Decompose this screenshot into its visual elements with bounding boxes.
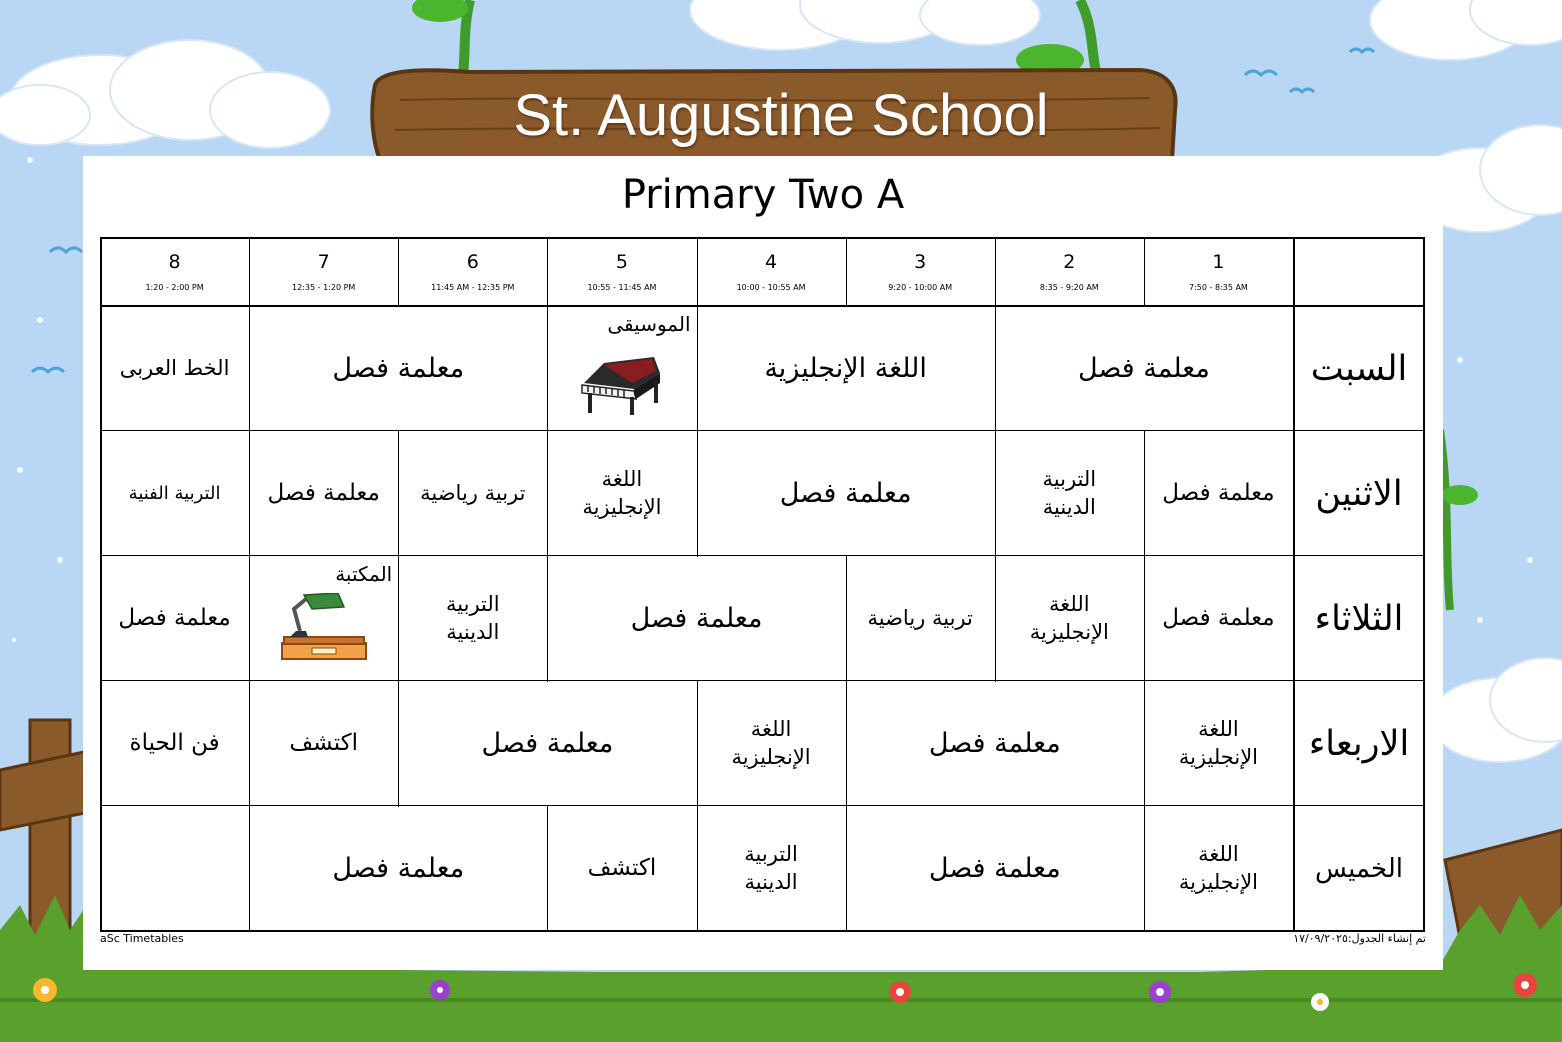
lesson-cell[interactable] xyxy=(697,681,846,806)
lesson-cell[interactable] xyxy=(1144,806,1293,931)
lesson-subject: تربية رياضية xyxy=(420,480,526,505)
lesson-cell[interactable] xyxy=(547,806,696,931)
period-number: 8 xyxy=(168,251,181,273)
grid-line xyxy=(100,305,1425,307)
lesson-subject: اللغة الإنجليزية xyxy=(1029,592,1109,644)
period-number: 4 xyxy=(765,251,778,273)
lesson-subject: اللغة الإنجليزية xyxy=(764,352,927,384)
grid-line xyxy=(398,556,399,682)
period-time: 8:35 - 9:20 AM xyxy=(1039,283,1099,292)
lesson-cell[interactable] xyxy=(547,556,845,681)
period-header xyxy=(249,237,398,306)
lesson-cell[interactable] xyxy=(995,306,1293,431)
school-name: St. Augustine School xyxy=(513,83,1049,148)
grid-line xyxy=(995,556,996,682)
grid-line xyxy=(697,806,698,932)
grid-line xyxy=(697,681,698,807)
period-number: 7 xyxy=(317,251,330,273)
lesson-subject: اكتشف xyxy=(289,729,358,756)
lesson-subject: فن الحياة xyxy=(129,729,220,756)
lesson-cell[interactable] xyxy=(100,556,249,681)
lesson-subject: التربية الدينية xyxy=(446,592,500,644)
lesson-subject: المكتبة xyxy=(335,562,393,586)
lesson-cell[interactable] xyxy=(846,681,1144,806)
period-time: 12:35 - 1:20 PM xyxy=(292,283,356,292)
lesson-subject: اكتشف xyxy=(587,854,657,881)
period-time: 11:45 AM - 12:35 PM xyxy=(431,283,515,292)
grid-line xyxy=(846,237,847,306)
lesson-subject: معلمة فصل xyxy=(1162,479,1275,506)
lesson-subject: معلمة فصل xyxy=(332,352,465,384)
period-header xyxy=(995,237,1144,306)
grid-line xyxy=(547,237,548,306)
day-label: الثلاثاء xyxy=(1314,598,1404,639)
lesson-subject: التربية الفنية xyxy=(128,482,221,504)
lesson-cell[interactable] xyxy=(547,306,696,431)
grid-line xyxy=(1144,806,1145,932)
grid-line xyxy=(1293,237,1295,931)
lesson-subject: التربية الدينية xyxy=(1042,467,1097,519)
period-time: 10:00 - 10:55 AM xyxy=(736,283,806,292)
grid-line xyxy=(846,681,847,807)
grid-line xyxy=(547,431,548,557)
grid-line xyxy=(398,431,399,557)
timetable-panel xyxy=(83,156,1443,970)
lesson-cell[interactable] xyxy=(547,431,696,556)
lesson-cell[interactable] xyxy=(398,556,547,681)
lesson-subject: تربية رياضية xyxy=(867,605,973,630)
period-header xyxy=(100,237,249,306)
day-label: الخميس xyxy=(1315,853,1403,884)
lesson-cell[interactable] xyxy=(697,806,846,931)
grid-line xyxy=(100,237,1425,239)
lesson-cell[interactable] xyxy=(846,556,995,681)
lesson-subject: الخط العربى xyxy=(119,355,230,380)
grid-line xyxy=(249,237,250,306)
grid-line xyxy=(249,431,250,557)
lesson-cell[interactable] xyxy=(249,431,398,556)
grid-line xyxy=(100,430,1425,431)
piano-icon xyxy=(574,343,670,419)
grid-line xyxy=(100,680,1425,681)
grid-line xyxy=(100,237,102,931)
lesson-cell[interactable] xyxy=(100,306,249,431)
grid-line xyxy=(398,237,399,306)
lesson-cell[interactable] xyxy=(995,431,1144,556)
cloud xyxy=(690,0,1040,50)
lesson-subject: معلمة فصل xyxy=(332,852,465,884)
grid-line xyxy=(697,237,698,306)
grid-line xyxy=(995,431,996,557)
lesson-subject: معلمة فصل xyxy=(630,602,763,634)
grid-line xyxy=(547,806,548,932)
lesson-subject: اللغة الإنجليزية xyxy=(731,717,811,769)
grid-line xyxy=(398,681,399,807)
period-time: 1:20 - 2:00 PM xyxy=(145,283,204,292)
lesson-cell[interactable] xyxy=(1144,431,1293,556)
period-header xyxy=(398,237,547,306)
lesson-subject: معلمة فصل xyxy=(118,604,231,631)
lesson-subject: معلمة فصل xyxy=(779,477,912,509)
grid-line xyxy=(1144,431,1145,557)
lesson-cell[interactable] xyxy=(1144,681,1293,806)
lesson-cell[interactable] xyxy=(249,306,547,431)
lesson-cell[interactable] xyxy=(1144,556,1293,681)
lesson-subject: معلمة فصل xyxy=(267,479,380,506)
lesson-cell[interactable] xyxy=(249,681,398,806)
period-header xyxy=(547,237,696,306)
period-number: 6 xyxy=(466,251,479,273)
lesson-cell[interactable] xyxy=(846,806,1144,931)
lesson-cell[interactable] xyxy=(398,681,696,806)
period-header xyxy=(846,237,995,306)
timetable-grid xyxy=(100,237,1425,931)
lesson-cell[interactable] xyxy=(697,306,995,431)
lesson-subject: معلمة فصل xyxy=(928,727,1061,759)
lesson-subject: اللغة الإنجليزية xyxy=(582,467,662,519)
grid-line xyxy=(547,556,548,682)
lesson-subject: اللغة الإنجليزية xyxy=(1178,717,1259,769)
grid-line xyxy=(697,431,698,557)
period-number: 1 xyxy=(1212,251,1225,273)
lesson-subject: معلمة فصل xyxy=(928,852,1061,884)
lesson-subject: اللغة الإنجليزية xyxy=(1178,842,1259,894)
period-time: 9:20 - 10:00 AM xyxy=(888,283,953,292)
grid-line xyxy=(846,556,847,682)
grid-line xyxy=(995,237,996,306)
grid-line xyxy=(697,306,698,432)
lesson-cell[interactable] xyxy=(995,556,1144,681)
lesson-cell[interactable] xyxy=(100,431,249,556)
period-header xyxy=(1144,237,1293,306)
grid-line xyxy=(100,555,1425,556)
period-time: 7:50 - 8:35 AM xyxy=(1189,283,1248,292)
grid-line xyxy=(547,306,548,432)
lesson-subject: معلمة فصل xyxy=(481,727,614,759)
class-title: Primary Two A xyxy=(621,172,905,218)
grid-line xyxy=(249,556,250,682)
grid-line xyxy=(995,306,996,432)
grid-line xyxy=(100,930,1425,932)
grid-line xyxy=(1144,681,1145,807)
period-time: 10:55 - 11:45 AM xyxy=(587,283,657,292)
created-date: تم إنشاء الجدول:١٧/٠٩/٢٠٢٥ xyxy=(1293,932,1426,945)
lesson-subject: التربية الدينية xyxy=(744,842,798,894)
period-number: 5 xyxy=(615,251,628,273)
lesson-cell[interactable] xyxy=(100,806,249,931)
lesson-subject: معلمة فصل xyxy=(1077,352,1210,384)
grid-line xyxy=(1144,556,1145,682)
period-number: 2 xyxy=(1063,251,1076,273)
grid-line xyxy=(249,306,250,432)
lesson-subject: الموسيقى xyxy=(607,312,691,336)
grid-line xyxy=(249,681,250,807)
lesson-subject: معلمة فصل xyxy=(1162,604,1275,631)
lesson-cell[interactable] xyxy=(398,431,547,556)
desk-lamp-icon xyxy=(276,593,372,669)
lesson-cell[interactable] xyxy=(249,556,398,681)
lesson-cell[interactable] xyxy=(697,431,995,556)
period-header xyxy=(697,237,846,306)
grid-line xyxy=(1423,237,1425,931)
day-label: الاثنين xyxy=(1315,473,1403,514)
generator-credit: aSc Timetables xyxy=(100,932,184,945)
grid-line xyxy=(249,806,250,932)
lesson-cell[interactable] xyxy=(100,681,249,806)
grid-line xyxy=(1144,237,1145,306)
period-number: 3 xyxy=(914,251,927,273)
lesson-cell[interactable] xyxy=(249,806,547,931)
day-label: السبت xyxy=(1310,348,1408,389)
day-label: الاربعاء xyxy=(1308,723,1410,764)
grid-line xyxy=(846,806,847,932)
grid-line xyxy=(100,805,1425,806)
